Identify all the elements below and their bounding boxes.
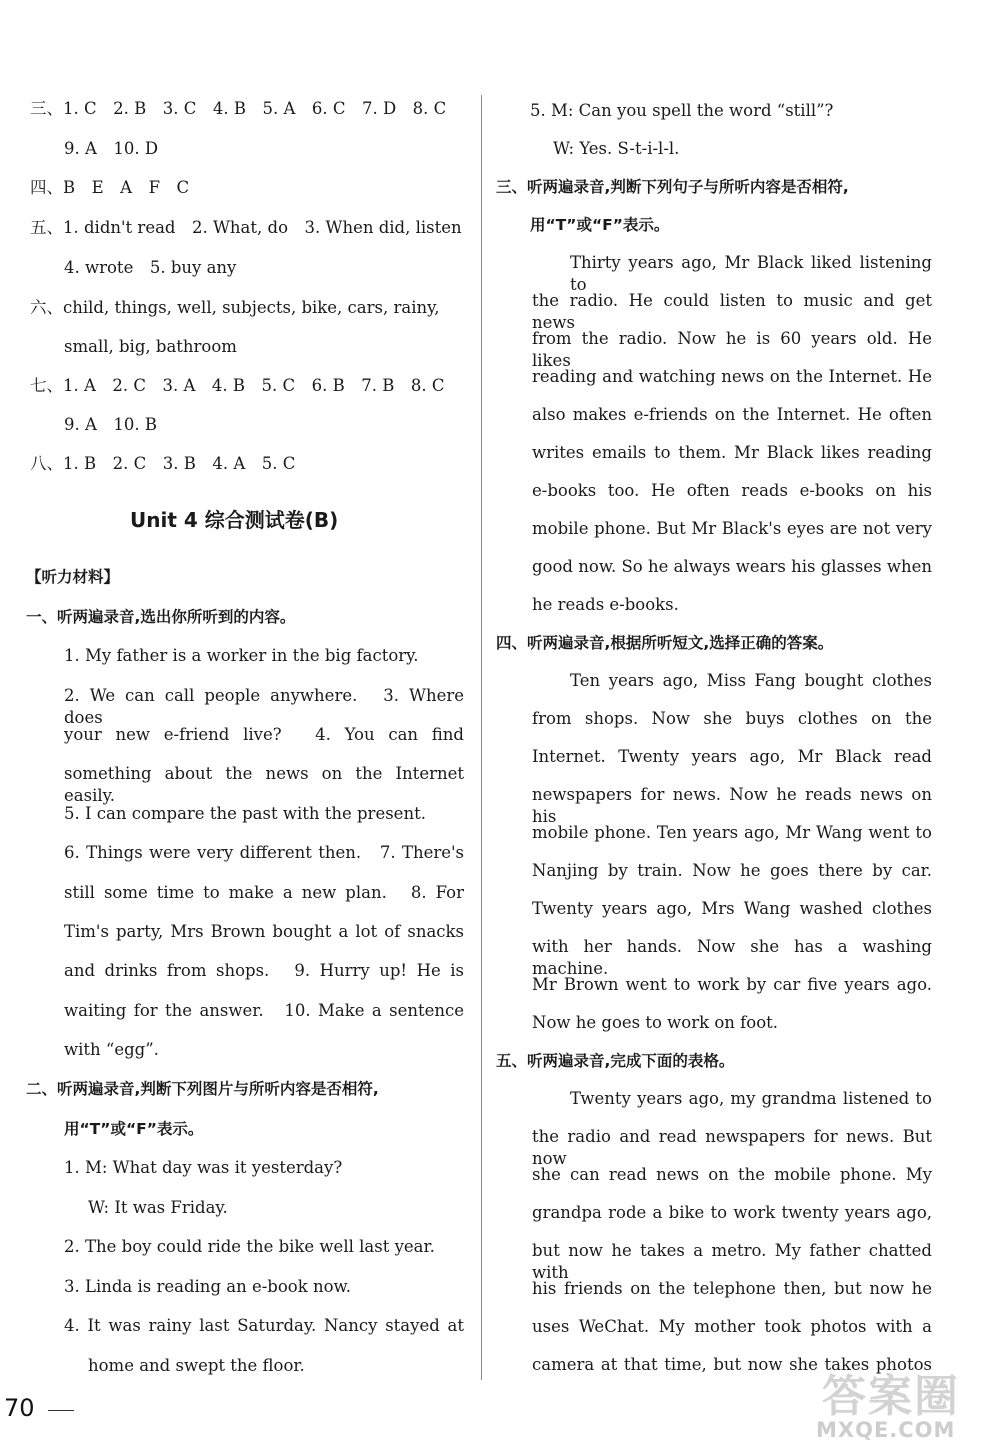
answer-line: 9. A 10. D [64, 139, 159, 158]
question-heading: 三、听两遍录音,判断下列句子与所听内容是否相符, [496, 178, 849, 196]
text-line: writes emails to them. Mr Black likes reading [532, 443, 932, 462]
text-line: Twenty years ago, Mrs Wang washed clothes [532, 899, 932, 918]
text-line: 4. It was rainy last Saturday. Nancy stayed at [64, 1316, 464, 1335]
answer-line: 4. wrote 5. buy any [64, 258, 237, 277]
question-heading: 五、听两遍录音,完成下面的表格。 [496, 1052, 735, 1070]
text-line: also makes e-friends on the Internet. He often [532, 405, 932, 424]
text-line: 1. M: What day was it yesterday? [64, 1158, 343, 1177]
text-line: 1. My father is a worker in the big factory. [64, 646, 419, 665]
text-line: Twenty years ago, my grandma listened to [570, 1089, 932, 1108]
text-line: and drinks from shops. 9. Hurry up! He is [64, 961, 464, 980]
text-line: Nanjing by train. Now he goes there by car. [532, 861, 932, 880]
section-heading: 【听力材料】 [26, 568, 120, 586]
text-line: your new e-friend live? 4. You can find [64, 725, 464, 744]
text-line: Mr Brown went to work by car five years ago. [532, 975, 932, 994]
column-divider [481, 95, 482, 1380]
text-line: his friends on the telephone then, but now he [532, 1279, 932, 1298]
text-line: the radio. He could listen to music and get news [532, 291, 932, 332]
page-number-rule [48, 1410, 74, 1411]
answer-line: 六、child, things, well, subjects, bike, cars, rainy, [30, 298, 440, 317]
text-line: grandpa rode a bike to work twenty years ago, [532, 1203, 932, 1222]
text-line: the radio and read newspapers for news. But now [532, 1127, 932, 1168]
text-line: from the radio. Now he is 60 years old. He likes [532, 329, 932, 370]
text-line: but now he takes a metro. My father chatted with [532, 1241, 932, 1282]
text-line: 2. We can call people anywhere. 3. Where does [64, 686, 464, 727]
question-heading: 二、听两遍录音,判断下列图片与所听内容是否相符, [26, 1080, 379, 1098]
text-line: 2. The boy could ride the bike well last year. [64, 1237, 435, 1256]
text-line: newspapers for news. Now he reads news on his [532, 785, 932, 826]
text-line: uses WeChat. My mother took photos with a [532, 1317, 932, 1336]
text-line: camera at that time, but now she takes photos [532, 1355, 932, 1374]
text-line: e-books too. He often reads e-books on his [532, 481, 932, 500]
text-line: 6. Things were very different then. 7. There's [64, 843, 464, 862]
text-line: 5. M: Can you spell the word “still”? [530, 101, 834, 120]
text-line: something about the news on the Internet easily. [64, 764, 464, 805]
text-line: with her hands. Now she has a washing machine. [532, 937, 932, 978]
text-line: Ten years ago, Miss Fang bought clothes [570, 671, 932, 690]
text-line: 3. Linda is reading an e-book now. [64, 1277, 351, 1296]
watermark-top-text: 答案圈 [822, 1371, 960, 1422]
text-line: good now. So he always wears his glasses when [532, 557, 932, 576]
text-line: W: Yes. S-t-i-l-l. [553, 139, 680, 158]
watermark-bottom-text: MXQE.COM [816, 1418, 956, 1442]
text-line: still some time to make a new plan. 8. For [64, 883, 464, 902]
question-heading: 用“T”或“F”表示。 [64, 1120, 204, 1138]
answer-line: 八、1. B 2. C 3. B 4. A 5. C [30, 454, 296, 473]
text-line: mobile phone. But Mr Black's eyes are not very [532, 519, 932, 538]
text-line: he reads e-books. [532, 595, 679, 614]
answer-line: 9. A 10. B [64, 415, 158, 434]
answer-line: 五、1. didn't read 2. What, do 3. When did, listen [30, 218, 462, 237]
question-heading: 用“T”或“F”表示。 [530, 216, 670, 234]
watermark-logo [812, 1360, 992, 1450]
text-line: waiting for the answer. 10. Make a sentence [64, 1001, 464, 1020]
section-title: Unit 4 综合测试卷(B) [130, 508, 339, 532]
text-line: with “egg”. [64, 1040, 159, 1059]
text-line: from shops. Now she buys clothes on the [532, 709, 932, 728]
text-line: Internet. Twenty years ago, Mr Black read [532, 747, 932, 766]
answer-line: 七、1. A 2. C 3. A 4. B 5. C 6. B 7. B 8. C [30, 376, 445, 395]
text-line: 5. I can compare the past with the present. [64, 804, 426, 823]
text-line: mobile phone. Ten years ago, Mr Wang went to [532, 823, 932, 842]
question-heading: 一、听两遍录音,选出你所听到的内容。 [26, 608, 296, 626]
answer-line: 四、B E A F C [30, 178, 190, 197]
page-number: 70 [4, 1394, 35, 1422]
text-line: reading and watching news on the Internet. He [532, 367, 932, 386]
text-line: Tim's party, Mrs Brown bought a lot of snacks [64, 922, 464, 941]
question-heading: 四、听两遍录音,根据所听短文,选择正确的答案。 [496, 634, 834, 652]
text-line: home and swept the floor. [88, 1356, 305, 1375]
text-line: Thirty years ago, Mr Black liked listening to [570, 253, 932, 294]
text-line: W: It was Friday. [88, 1198, 228, 1217]
answer-line: small, big, bathroom [64, 337, 237, 356]
answer-line: 三、1. C 2. B 3. C 4. B 5. A 6. C 7. D 8. C [30, 99, 447, 118]
text-line: she can read news on the mobile phone. My [532, 1165, 932, 1184]
text-line: Now he goes to work on foot. [532, 1013, 779, 1032]
